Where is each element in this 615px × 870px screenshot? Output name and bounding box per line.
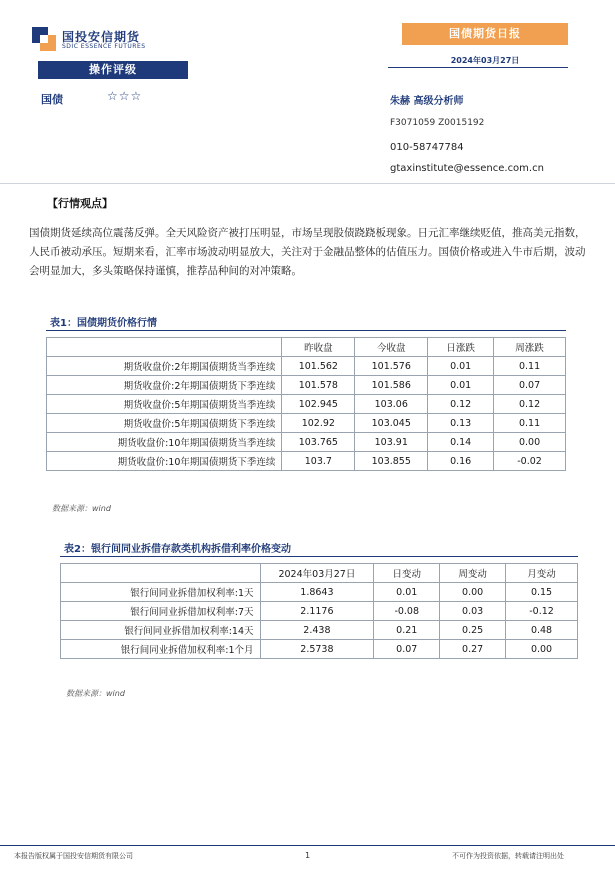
footer-rule: [0, 845, 615, 846]
table-row: [61, 583, 578, 602]
table1-title: 表1：国债期货价格行情: [50, 318, 157, 329]
table-cell: 银行间同业拆借加权利率:1个月: [61, 640, 261, 659]
table2-header-cell: 2024年03月27日: [260, 564, 374, 583]
table-cell: 102.945: [282, 395, 355, 414]
page-number: 1: [305, 851, 311, 860]
table1-header-cell: 昨收盘: [282, 338, 355, 357]
table-cell: 期货收盘价:2年期国债期货下季连续: [47, 376, 282, 395]
table2-header-cell: 周变动: [440, 564, 506, 583]
table-cell: 0.13: [428, 414, 494, 433]
rating-stars: ☆☆☆: [107, 89, 143, 103]
table-cell: 101.576: [355, 357, 428, 376]
table-cell: 0.00: [440, 583, 506, 602]
analyst-phone: 010-58747784: [390, 142, 464, 153]
table2-title: 表2：银行间同业拆借存款类机构拆借利率价格变动: [64, 544, 291, 555]
table-cell: -0.02: [494, 452, 566, 471]
footer-copyright: 本报告版权属于国投安信期货有限公司: [14, 852, 133, 860]
table-row: [61, 602, 578, 621]
table-cell: 103.91: [355, 433, 428, 452]
table-cell: 期货收盘价:5年期国债期货当季连续: [47, 395, 282, 414]
table-cell: 0.11: [494, 357, 566, 376]
table-cell: 银行间同业拆借加权利率:1天: [61, 583, 261, 602]
table-cell: -0.08: [374, 602, 440, 621]
table-row: [47, 357, 566, 376]
table-cell: 0.01: [374, 583, 440, 602]
table2-header-cell: 日变动: [374, 564, 440, 583]
sdic-logo-icon: [32, 27, 56, 51]
table-cell: 2.438: [260, 621, 374, 640]
table-cell: 0.00: [494, 433, 566, 452]
table-cell: 0.00: [506, 640, 578, 659]
table-cell: 0.12: [428, 395, 494, 414]
table-cell: 0.01: [428, 357, 494, 376]
table1-header-cell: [47, 338, 282, 357]
table2-header-row: [61, 564, 578, 583]
table-cell: 0.48: [506, 621, 578, 640]
table-cell: 103.7: [282, 452, 355, 471]
table-cell: 0.03: [440, 602, 506, 621]
table-cell: 期货收盘价:5年期国债期货下季连续: [47, 414, 282, 433]
header-divider: [0, 183, 615, 184]
table-cell: 0.12: [494, 395, 566, 414]
table-row: [47, 452, 566, 471]
table2-header-cell: [61, 564, 261, 583]
table-cell: 期货收盘价:2年期国债期货当季连续: [47, 357, 282, 376]
table1-header-cell: 今收盘: [355, 338, 428, 357]
analyst-email: gtaxinstitute@essence.com.cn: [390, 163, 544, 174]
table-cell: 101.578: [282, 376, 355, 395]
table-cell: 0.25: [440, 621, 506, 640]
table-cell: 0.15: [506, 583, 578, 602]
table-cell: 0.07: [494, 376, 566, 395]
table2-header-cell: 月变动: [506, 564, 578, 583]
table-cell: -0.12: [506, 602, 578, 621]
table-cell: 0.14: [428, 433, 494, 452]
rating-product: 国债: [41, 93, 63, 106]
table-cell: 1.8643: [260, 583, 374, 602]
table-cell: 103.765: [282, 433, 355, 452]
table-cell: 期货收盘价:10年期国债期货下季连续: [47, 452, 282, 471]
table-row: [47, 395, 566, 414]
market-view-body: 国债期货延续高位震荡反弹。全天风险资产被打压明显，市场呈现股债跷跷板现象。日元汇率继续贬值，推高美元指数，人民币被动承压。短期来看，汇率市场波动明显放大，关注对于金融品整体的估值压力。国债价格或进入牛市后期，波动会明显加大，多头策略保持谨慎，推荐品种间的对冲策略。: [29, 227, 586, 277]
table1-rule: [46, 330, 566, 331]
table-row: [47, 414, 566, 433]
brand-name-en: SDIC ESSENCE FUTURES: [62, 43, 146, 50]
table-cell: 0.27: [440, 640, 506, 659]
table-cell: 期货收盘价:10年期国债期货当季连续: [47, 433, 282, 452]
table-cell: 0.21: [374, 621, 440, 640]
analyst-name: 朱赫 高级分析师: [390, 96, 464, 107]
table1-header-cell: 日涨跌: [428, 338, 494, 357]
table-row: [61, 640, 578, 659]
report-type-banner: 国债期货日报: [402, 23, 568, 45]
header-rule: [388, 67, 568, 68]
table-cell: 0.07: [374, 640, 440, 659]
table1-header-row: [47, 338, 566, 357]
table-row: [47, 433, 566, 452]
table-cell: 101.586: [355, 376, 428, 395]
table-cell: 0.16: [428, 452, 494, 471]
table2-rule: [60, 556, 578, 557]
table2-source: 数据来源：wind: [66, 689, 125, 698]
table-cell: 103.045: [355, 414, 428, 433]
table-cell: 103.06: [355, 395, 428, 414]
table-cell: 101.562: [282, 357, 355, 376]
table-cell: 2.5738: [260, 640, 374, 659]
analyst-license: F3071059 Z0015192: [390, 118, 485, 128]
report-date: 2024年03月27日: [450, 56, 520, 65]
table-cell: 102.92: [282, 414, 355, 433]
table-row: [61, 621, 578, 640]
market-view-title: 【行情观点】: [47, 197, 113, 210]
operation-rating-banner: 操作评级: [38, 61, 188, 79]
table1-source: 数据来源：wind: [52, 504, 111, 513]
table-cell: 103.855: [355, 452, 428, 471]
brand-name-cn: 国投安信期货: [62, 30, 141, 44]
table-cell: 银行间同业拆借加权利率:7天: [61, 602, 261, 621]
table-cell: 银行间同业拆借加权利率:14天: [61, 621, 261, 640]
table-cell: 0.01: [428, 376, 494, 395]
table1: [46, 337, 566, 471]
table1-header-cell: 周涨跌: [494, 338, 566, 357]
table2: [60, 563, 578, 659]
table-row: [47, 376, 566, 395]
table-cell: 2.1176: [260, 602, 374, 621]
footer-disclaimer: 不可作为投资依据，转载请注明出处: [452, 852, 564, 860]
table-cell: 0.11: [494, 414, 566, 433]
